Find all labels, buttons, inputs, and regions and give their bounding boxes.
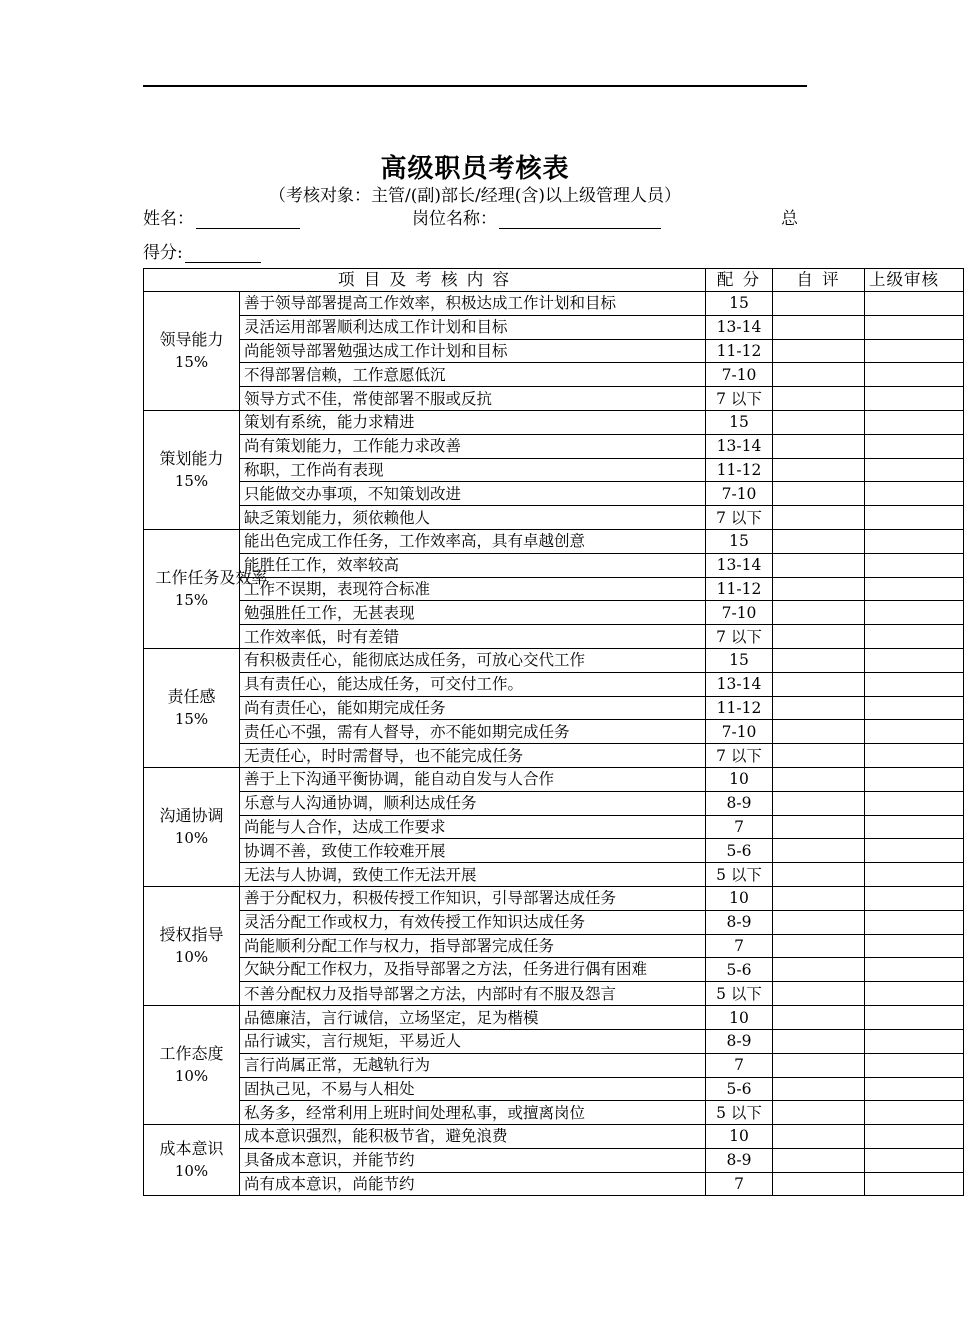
table-row-communication	[144, 767, 964, 791]
table-row-task-efficiency	[144, 529, 964, 553]
table-row-leadership	[144, 292, 964, 316]
table-row-delegation	[144, 958, 964, 982]
self-eval-cell[interactable]	[773, 506, 865, 530]
superior-review-cell[interactable]	[865, 410, 964, 434]
points-value: 7-10	[706, 601, 773, 625]
category-cell-communication	[144, 767, 240, 886]
table-row-cost-awareness	[144, 1172, 964, 1196]
score-blank[interactable]	[185, 244, 261, 263]
self-eval-cell[interactable]	[773, 601, 865, 625]
superior-review-cell[interactable]	[865, 815, 964, 839]
table-row-responsibility	[144, 648, 964, 672]
superior-review-cell[interactable]	[865, 720, 964, 744]
self-eval-cell[interactable]	[773, 529, 865, 553]
table-row-responsibility	[144, 672, 964, 696]
criterion-text: 善于分配权力，积极传授工作知识，引导部署达成任务	[240, 886, 706, 910]
superior-review-cell[interactable]	[865, 1101, 964, 1125]
table-row-communication	[144, 863, 964, 887]
table-row-communication	[144, 839, 964, 863]
superior-review-cell[interactable]	[865, 387, 964, 411]
criterion-text: 称职，工作尚有表现	[240, 458, 706, 482]
table-row-leadership	[144, 339, 964, 363]
page-subtitle: （考核对象：主管/(副)部长/经理(含)以上级管理人员）	[269, 186, 681, 206]
table-row-cost-awareness	[144, 1148, 964, 1172]
name-label: 姓名：	[143, 209, 194, 229]
self-eval-cell[interactable]	[773, 1053, 865, 1077]
superior-review-cell[interactable]	[865, 315, 964, 339]
superior-review-cell[interactable]	[865, 1148, 964, 1172]
self-eval-cell[interactable]	[773, 648, 865, 672]
criterion-text: 成本意识强烈，能积极节省，避免浪费	[240, 1125, 706, 1149]
criterion-text: 尚能领导部署勉强达成工作计划和目标	[240, 339, 706, 363]
criterion-text: 只能做交办事项，不知策划改进	[240, 482, 706, 506]
superior-review-cell[interactable]	[865, 601, 964, 625]
superior-review-cell[interactable]	[865, 672, 964, 696]
superior-review-cell[interactable]	[865, 339, 964, 363]
category-name: 责任感	[167, 686, 216, 706]
self-eval-cell[interactable]	[773, 458, 865, 482]
table-row-communication	[144, 815, 964, 839]
table-row-cost-awareness	[144, 1125, 964, 1149]
criterion-text: 私务多，经常利用上班时间处理私事，或擅离岗位	[240, 1101, 706, 1125]
table-row-responsibility	[144, 696, 964, 720]
superior-review-cell[interactable]	[865, 982, 964, 1006]
category-name: 成本意识	[159, 1139, 224, 1159]
category-weight: 15%	[174, 590, 209, 609]
points-value: 13-14	[706, 434, 773, 458]
points-value: 5 以下	[706, 863, 773, 887]
category-name: 沟通协调	[159, 805, 224, 825]
self-eval-cell[interactable]	[773, 482, 865, 506]
category-cell-responsibility	[144, 648, 240, 767]
points-value: 15	[706, 292, 773, 316]
table-row-delegation	[144, 886, 964, 910]
points-value: 8-9	[706, 1148, 773, 1172]
criterion-text: 尚能与人合作，达成工作要求	[240, 815, 706, 839]
table-row-attitude	[144, 1053, 964, 1077]
criterion-text: 言行尚属正常，无越轨行为	[240, 1053, 706, 1077]
superior-review-cell[interactable]	[865, 1053, 964, 1077]
criterion-text: 协调不善，致使工作较难开展	[240, 839, 706, 863]
points-value: 7 以下	[706, 506, 773, 530]
criterion-text: 不得部署信赖，工作意愿低沉	[240, 363, 706, 387]
points-value: 8-9	[706, 791, 773, 815]
self-eval-cell[interactable]	[773, 410, 865, 434]
self-eval-cell[interactable]	[773, 1006, 865, 1030]
header-item: 项 目 及 考 核 内 容	[144, 269, 706, 292]
table-row-attitude	[144, 1101, 964, 1125]
criterion-text: 能胜任工作，效率较高	[240, 553, 706, 577]
criterion-text: 策划有系统，能力求精进	[240, 410, 706, 434]
criterion-text: 能出色完成工作任务，工作效率高，具有卓越创意	[240, 529, 706, 553]
table-row-task-efficiency	[144, 553, 964, 577]
table-row-task-efficiency	[144, 625, 964, 649]
points-value: 10	[706, 886, 773, 910]
criterion-text: 勉强胜任工作，无甚表现	[240, 601, 706, 625]
self-eval-cell[interactable]	[773, 577, 865, 601]
superior-review-cell[interactable]	[865, 625, 964, 649]
points-value: 7 以下	[706, 625, 773, 649]
criterion-text: 缺乏策划能力，须依赖他人	[240, 506, 706, 530]
category-weight: 10%	[174, 1067, 209, 1086]
criterion-text: 尚能顺利分配工作与权力，指导部署完成任务	[240, 934, 706, 958]
score-field	[143, 238, 261, 263]
self-eval-cell[interactable]	[773, 339, 865, 363]
criterion-text: 不善分配权力及指导部署之方法，内部时有不服及怨言	[240, 982, 706, 1006]
superior-review-cell[interactable]	[865, 791, 964, 815]
criterion-text: 无责任心，时时需督导，也不能完成任务	[240, 744, 706, 768]
self-eval-cell[interactable]	[773, 815, 865, 839]
points-value: 8-9	[706, 910, 773, 934]
name-field	[143, 204, 300, 229]
table-row-delegation	[144, 910, 964, 934]
points-value: 13-14	[706, 672, 773, 696]
category-cell-task-efficiency	[144, 529, 268, 648]
points-value: 7	[706, 1172, 773, 1196]
table-row-attitude	[144, 1006, 964, 1030]
points-value: 15	[706, 529, 773, 553]
points-value: 5-6	[706, 839, 773, 863]
self-eval-cell[interactable]	[773, 1172, 865, 1196]
superior-review-cell[interactable]	[865, 553, 964, 577]
table-row-planning	[144, 458, 964, 482]
points-value: 7-10	[706, 720, 773, 744]
points-value: 5-6	[706, 1077, 773, 1101]
self-eval-cell[interactable]	[773, 982, 865, 1006]
criterion-text: 工作不误期，表现符合标准	[240, 577, 706, 601]
name-blank[interactable]	[196, 210, 300, 229]
category-cell-leadership	[144, 292, 240, 411]
table-row-task-efficiency	[144, 601, 964, 625]
points-value: 13-14	[706, 315, 773, 339]
self-eval-cell[interactable]	[773, 886, 865, 910]
category-weight: 10%	[174, 1162, 209, 1181]
superior-review-cell[interactable]	[865, 1125, 964, 1149]
total-label: 总	[781, 209, 798, 229]
self-eval-cell[interactable]	[773, 720, 865, 744]
points-value: 8-9	[706, 1029, 773, 1053]
criterion-text: 灵活运用部署顺利达成工作计划和目标	[240, 315, 706, 339]
self-eval-cell[interactable]	[773, 625, 865, 649]
superior-review-cell[interactable]	[865, 696, 964, 720]
points-value: 10	[706, 767, 773, 791]
points-value: 13-14	[706, 553, 773, 577]
superior-review-cell[interactable]	[865, 1172, 964, 1196]
superior-review-cell[interactable]	[865, 363, 964, 387]
self-eval-cell[interactable]	[773, 791, 865, 815]
criterion-text: 工作效率低，时有差错	[240, 625, 706, 649]
category-cell-delegation	[144, 886, 240, 1005]
criterion-text: 具备成本意识，并能节约	[240, 1148, 706, 1172]
category-weight: 15%	[174, 709, 209, 728]
self-eval-cell[interactable]	[773, 1029, 865, 1053]
points-value: 7-10	[706, 482, 773, 506]
criterion-text: 善于领导部署提高工作效率，积极达成工作计划和目标	[240, 292, 706, 316]
table-row-delegation	[144, 934, 964, 958]
header-self: 自 评	[773, 269, 865, 292]
header-superior: 上级审核	[865, 269, 964, 292]
table-row-communication	[144, 791, 964, 815]
score-label: 得分:	[143, 243, 183, 263]
points-value: 10	[706, 1006, 773, 1030]
superior-review-cell[interactable]	[865, 292, 964, 316]
category-name: 授权指导	[159, 925, 224, 945]
superior-review-cell[interactable]	[865, 863, 964, 887]
self-eval-cell[interactable]	[773, 363, 865, 387]
category-name: 策划能力	[159, 448, 224, 468]
table-header-row	[144, 269, 964, 292]
criterion-text: 欠缺分配工作权力，及指导部署之方法，任务进行偶有困难	[240, 958, 706, 982]
points-value: 5-6	[706, 958, 773, 982]
table-row-planning	[144, 410, 964, 434]
category-weight: 10%	[174, 828, 209, 847]
category-cell-attitude	[144, 1006, 240, 1125]
table-row-planning	[144, 506, 964, 530]
superior-review-cell[interactable]	[865, 934, 964, 958]
position-field	[412, 204, 661, 229]
criterion-text: 尚有成本意识，尚能节约	[240, 1172, 706, 1196]
criterion-text: 品德廉洁，言行诚信，立场坚定，足为楷模	[240, 1006, 706, 1030]
header-points: 配 分	[706, 269, 773, 292]
self-eval-cell[interactable]	[773, 744, 865, 768]
superior-review-cell[interactable]	[865, 458, 964, 482]
superior-review-cell[interactable]	[865, 910, 964, 934]
category-name: 工作任务及效率	[155, 567, 268, 587]
points-value: 11-12	[706, 458, 773, 482]
table-row-delegation	[144, 982, 964, 1006]
self-eval-cell[interactable]	[773, 839, 865, 863]
table-row-leadership	[144, 315, 964, 339]
self-eval-cell[interactable]	[773, 672, 865, 696]
points-value: 7	[706, 1053, 773, 1077]
superior-review-cell[interactable]	[865, 506, 964, 530]
table-row-planning	[144, 434, 964, 458]
category-name: 领导能力	[159, 329, 224, 349]
criterion-text: 品行诚实，言行规矩，平易近人	[240, 1029, 706, 1053]
points-value: 7 以下	[706, 387, 773, 411]
self-eval-cell[interactable]	[773, 863, 865, 887]
criterion-text: 善于上下沟通平衡协调，能自动自发与人合作	[240, 767, 706, 791]
category-weight: 15%	[174, 352, 209, 371]
table-row-attitude	[144, 1029, 964, 1053]
points-value: 5 以下	[706, 982, 773, 1006]
self-eval-cell[interactable]	[773, 1101, 865, 1125]
superior-review-cell[interactable]	[865, 1077, 964, 1101]
superior-review-cell[interactable]	[865, 839, 964, 863]
position-blank[interactable]	[499, 210, 661, 229]
criterion-text: 尚有策划能力，工作能力求改善	[240, 434, 706, 458]
points-value: 7-10	[706, 363, 773, 387]
superior-review-cell[interactable]	[865, 744, 964, 768]
self-eval-cell[interactable]	[773, 315, 865, 339]
position-label: 岗位名称：	[412, 209, 497, 229]
table-row-leadership	[144, 363, 964, 387]
criterion-text: 尚有责任心，能如期完成任务	[240, 696, 706, 720]
points-value: 15	[706, 648, 773, 672]
criterion-text: 无法与人协调，致使工作无法开展	[240, 863, 706, 887]
points-value: 15	[706, 410, 773, 434]
superior-review-cell[interactable]	[865, 577, 964, 601]
category-cell-planning	[144, 410, 240, 529]
criterion-text: 具有责任心，能达成任务，可交付工作。	[240, 672, 706, 696]
criterion-text: 有积极责任心，能彻底达成任务，可放心交代工作	[240, 648, 706, 672]
superior-review-cell[interactable]	[865, 529, 964, 553]
page-title: 高级职员考核表	[380, 154, 570, 184]
superior-review-cell[interactable]	[865, 434, 964, 458]
table-row-leadership	[144, 387, 964, 411]
category-weight: 15%	[174, 471, 209, 490]
superior-review-cell[interactable]	[865, 767, 964, 791]
self-eval-cell[interactable]	[773, 292, 865, 316]
points-value: 7	[706, 815, 773, 839]
table-body	[144, 292, 964, 1196]
criterion-text: 责任心不强，需有人督导，亦不能如期完成任务	[240, 720, 706, 744]
superior-review-cell[interactable]	[865, 886, 964, 910]
self-eval-cell[interactable]	[773, 1125, 865, 1149]
points-value: 7 以下	[706, 744, 773, 768]
criterion-text: 领导方式不佳，常使部署不服或反抗	[240, 387, 706, 411]
header-rule	[143, 85, 807, 87]
criterion-text: 固执己见，不易与人相处	[240, 1077, 706, 1101]
category-cell-cost-awareness	[144, 1125, 240, 1196]
points-value: 11-12	[706, 339, 773, 363]
category-name: 工作态度	[159, 1044, 224, 1064]
self-eval-cell[interactable]	[773, 934, 865, 958]
criterion-text: 灵活分配工作或权力，有效传授工作知识达成任务	[240, 910, 706, 934]
criterion-text: 乐意与人沟通协调，顺利达成任务	[240, 791, 706, 815]
self-eval-cell[interactable]	[773, 696, 865, 720]
evaluation-table	[143, 268, 964, 1196]
superior-review-cell[interactable]	[865, 1006, 964, 1030]
points-value: 7	[706, 934, 773, 958]
self-eval-cell[interactable]	[773, 387, 865, 411]
self-eval-cell[interactable]	[773, 434, 865, 458]
self-eval-cell[interactable]	[773, 958, 865, 982]
table-row-attitude	[144, 1077, 964, 1101]
category-weight: 10%	[174, 948, 209, 967]
superior-review-cell[interactable]	[865, 482, 964, 506]
table-row-responsibility	[144, 744, 964, 768]
superior-review-cell[interactable]	[865, 648, 964, 672]
points-value: 11-12	[706, 696, 773, 720]
points-value: 11-12	[706, 577, 773, 601]
superior-review-cell[interactable]	[865, 958, 964, 982]
table-row-task-efficiency	[144, 577, 964, 601]
points-value: 5 以下	[706, 1101, 773, 1125]
table-row-responsibility	[144, 720, 964, 744]
self-eval-cell[interactable]	[773, 1077, 865, 1101]
superior-review-cell[interactable]	[865, 1029, 964, 1053]
table-row-planning	[144, 482, 964, 506]
self-eval-cell[interactable]	[773, 553, 865, 577]
self-eval-cell[interactable]	[773, 910, 865, 934]
self-eval-cell[interactable]	[773, 1148, 865, 1172]
points-value: 10	[706, 1125, 773, 1149]
self-eval-cell[interactable]	[773, 767, 865, 791]
